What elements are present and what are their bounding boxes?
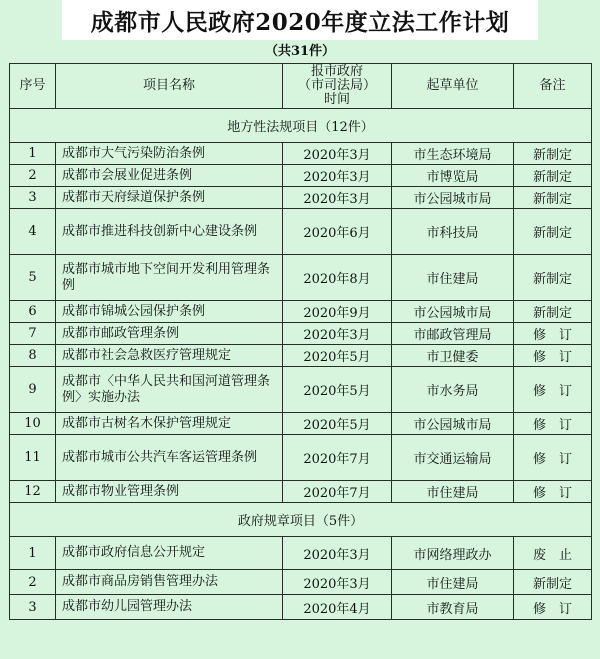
cell-unit: 市卫健委 — [392, 345, 514, 367]
table-row — [10, 143, 592, 165]
cell-name: 成都市锦城公园保护条例 — [56, 301, 283, 323]
cell-unit: 市公园城市局 — [392, 187, 514, 209]
header-name: 项目名称 — [56, 64, 283, 109]
cell-time: 2020年3月 — [283, 570, 392, 595]
cell-unit: 市交通运输局 — [392, 435, 514, 481]
cell-unit: 市邮政管理局 — [392, 323, 514, 345]
table-row — [10, 595, 592, 620]
cell-unit: 市科技局 — [392, 209, 514, 255]
cell-seq: 5 — [10, 255, 56, 301]
cell-unit: 市网络理政办 — [392, 537, 514, 570]
table-row — [10, 301, 592, 323]
cell-note: 新制定 — [514, 165, 592, 187]
cell-name: 成都市天府绿道保护条例 — [56, 187, 283, 209]
cell-note: 新制定 — [514, 570, 592, 595]
cell-seq: 2 — [10, 570, 56, 595]
cell-note: 新制定 — [514, 187, 592, 209]
cell-note: 修 订 — [514, 481, 592, 503]
cell-time: 2020年7月 — [283, 435, 392, 481]
cell-note: 新制定 — [514, 301, 592, 323]
cell-seq: 11 — [10, 435, 56, 481]
plan-table — [9, 63, 592, 620]
cell-time: 2020年3月 — [283, 165, 392, 187]
table-row — [10, 570, 592, 595]
cell-seq: 3 — [10, 187, 56, 209]
table-row — [10, 209, 592, 255]
cell-time: 2020年5月 — [283, 367, 392, 413]
cell-unit: 市住建局 — [392, 570, 514, 595]
cell-seq: 6 — [10, 301, 56, 323]
cell-note: 新制定 — [514, 209, 592, 255]
header-note: 备注 — [514, 64, 592, 109]
cell-seq: 9 — [10, 367, 56, 413]
header-unit: 起草单位 — [392, 64, 514, 109]
cell-name: 成都市推进科技创新中心建设条例 — [56, 209, 283, 255]
table-row — [10, 345, 592, 367]
cell-unit: 市住建局 — [392, 481, 514, 503]
cell-seq: 1 — [10, 143, 56, 165]
table-header-row — [10, 64, 592, 109]
cell-time: 2020年4月 — [283, 595, 392, 620]
cell-note: 修 订 — [514, 345, 592, 367]
cell-seq: 1 — [10, 537, 56, 570]
cell-note: 废 止 — [514, 537, 592, 570]
cell-note: 新制定 — [514, 143, 592, 165]
cell-seq: 3 — [10, 595, 56, 620]
cell-note: 修 订 — [514, 435, 592, 481]
cell-time: 2020年7月 — [283, 481, 392, 503]
cell-note: 修 订 — [514, 413, 592, 435]
cell-time: 2020年3月 — [283, 323, 392, 345]
cell-unit: 市公园城市局 — [392, 413, 514, 435]
table-body — [10, 109, 592, 620]
header-time-line1: 报市政府 — [310, 64, 363, 79]
cell-time: 2020年6月 — [283, 209, 392, 255]
table-row — [10, 413, 592, 435]
header-time — [283, 64, 392, 109]
document-title: 成都市人民政府2020年度立法工作计划 — [90, 8, 510, 36]
table-row — [10, 435, 592, 481]
cell-note: 修 订 — [514, 323, 592, 345]
cell-seq: 12 — [10, 481, 56, 503]
cell-seq: 4 — [10, 209, 56, 255]
cell-time: 2020年5月 — [283, 413, 392, 435]
table-row — [10, 367, 592, 413]
cell-time: 2020年9月 — [283, 301, 392, 323]
cell-name: 成都市社会急救医疗管理规定 — [56, 345, 283, 367]
cell-name: 成都市城市公共汽车客运管理条例 — [56, 435, 283, 481]
header-time-line3: 时间 — [323, 92, 350, 107]
cell-time: 2020年5月 — [283, 345, 392, 367]
document-subtitle: （共31件） — [264, 44, 336, 59]
table-row — [10, 537, 592, 570]
header-time-line2: （市司法局） — [297, 78, 376, 93]
section-label: 地方性法规项目（12件） — [10, 109, 592, 143]
cell-note: 修 订 — [514, 595, 592, 620]
cell-note: 修 订 — [514, 367, 592, 413]
table-row — [10, 255, 592, 301]
cell-seq: 2 — [10, 165, 56, 187]
section-row — [10, 503, 592, 537]
table-row — [10, 323, 592, 345]
cell-seq: 10 — [10, 413, 56, 435]
table-row — [10, 481, 592, 503]
cell-name: 成都市大气污染防治条例 — [56, 143, 283, 165]
section-label: 政府规章项目（5件） — [10, 503, 592, 537]
section-row — [10, 109, 592, 143]
cell-time: 2020年3月 — [283, 187, 392, 209]
cell-time: 2020年3月 — [283, 537, 392, 570]
table-row — [10, 187, 592, 209]
cell-name: 成都市幼儿园管理办法 — [56, 595, 283, 620]
cell-unit: 市住建局 — [392, 255, 514, 301]
cell-time: 2020年8月 — [283, 255, 392, 301]
title-box — [62, 0, 538, 40]
cell-unit: 市教育局 — [392, 595, 514, 620]
cell-unit: 市生态环境局 — [392, 143, 514, 165]
table-row — [10, 165, 592, 187]
cell-name: 成都市城市地下空间开发利用管理条例 — [56, 255, 283, 301]
cell-unit: 市公园城市局 — [392, 301, 514, 323]
cell-time: 2020年3月 — [283, 143, 392, 165]
cell-unit: 市水务局 — [392, 367, 514, 413]
cell-seq: 8 — [10, 345, 56, 367]
cell-note: 新制定 — [514, 255, 592, 301]
cell-name: 成都市物业管理条例 — [56, 481, 283, 503]
cell-seq: 7 — [10, 323, 56, 345]
cell-name: 成都市政府信息公开规定 — [56, 537, 283, 570]
cell-name: 成都市古树名木保护管理规定 — [56, 413, 283, 435]
cell-name: 成都市邮政管理条例 — [56, 323, 283, 345]
header-seq: 序号 — [10, 64, 56, 109]
cell-name: 成都市〈中华人民共和国河道管理条例〉实施办法 — [56, 367, 283, 413]
cell-unit: 市博览局 — [392, 165, 514, 187]
cell-name: 成都市会展业促进条例 — [56, 165, 283, 187]
cell-name: 成都市商品房销售管理办法 — [56, 570, 283, 595]
